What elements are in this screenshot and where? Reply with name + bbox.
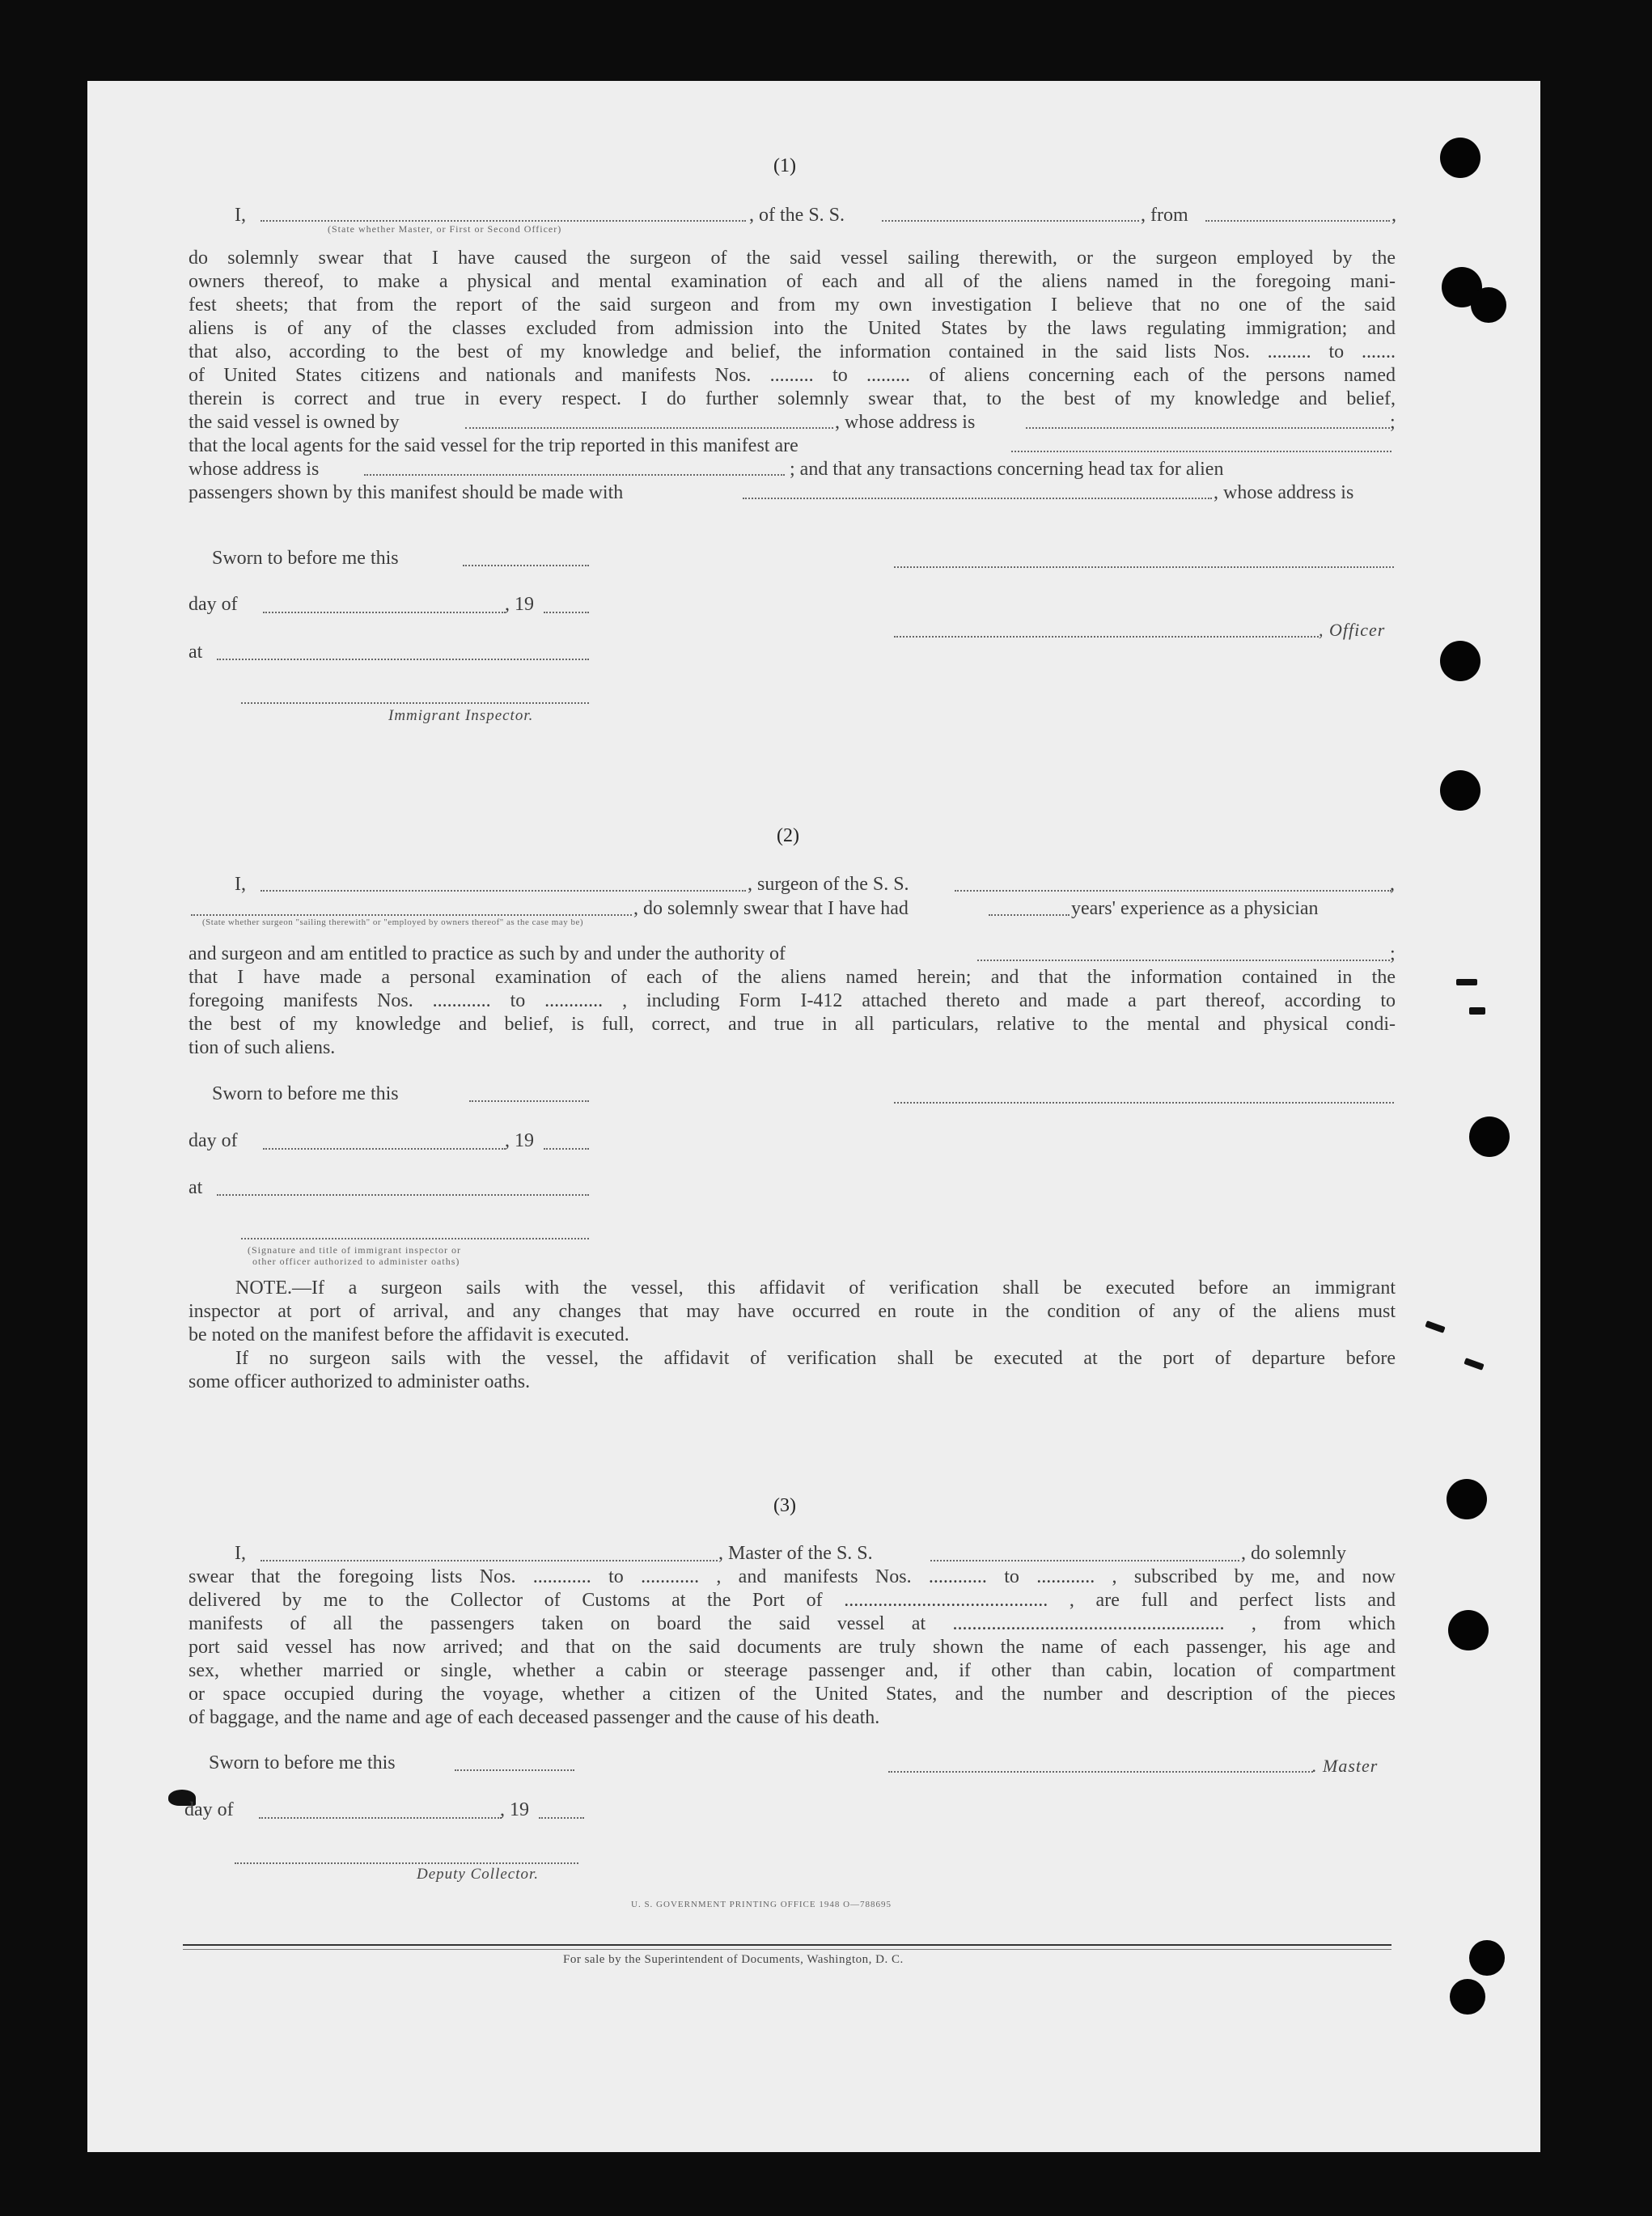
s3-year: , 19 [500, 1799, 529, 1820]
s3-body-line: sex, whether married or single, whether a cabin or steerage passenger and, if other than cabin, location of compartment [188, 1660, 1396, 1681]
s3-i: I, [235, 1543, 246, 1564]
s3-body [188, 1566, 1396, 1730]
s2-body-line: the best of my knowledge and belief, is full, correct, and true in all particulars, relative to the mental and physical condi- [188, 1014, 1396, 1035]
s1-at-field [217, 659, 589, 660]
s2-sig-note-1: (Signature and title of immigrant inspector or [248, 1244, 461, 1256]
s2-note-line: NOTE.—If a surgeon sails with the vessel, this affidavit of verification shall be executed before an immigrant [235, 1277, 1396, 1299]
section-2-number: (2) [777, 825, 799, 846]
s1-agents-address-field [364, 474, 785, 476]
s3-sworn: Sworn to before me this [209, 1752, 396, 1773]
s2-authority: and surgeon and am entitled to practice as such by and under the authority of [188, 943, 786, 964]
s3-master-label: . Master [1312, 1756, 1379, 1776]
s1-body-line: do solemnly swear that I have caused the surgeon of the said vessel sailing therewith, or the surgeon employed by the [188, 248, 1396, 269]
s2-body-line: foregoing manifests Nos. ............ to ............ , including Form I-412 attached thereto and made a part thereof, according to [188, 990, 1396, 1011]
s2-body-line: that I have made a personal examination of each of the aliens named herein; and that the information contained in the [188, 967, 1396, 988]
punch-hole [1440, 641, 1480, 681]
s2-year: , 19 [505, 1130, 534, 1151]
section-3-number: (3) [773, 1495, 796, 1516]
s1-head-tax-field [743, 498, 1212, 499]
s2-body-line: tion of such aliens. [188, 1037, 336, 1058]
s2-authority-field [977, 960, 1390, 961]
s2-note-line: inspector at port of arrival, and any changes that may have occurred en route in the condition of any of the aliens must [188, 1301, 1396, 1322]
punch-hole [1447, 1479, 1487, 1519]
scan-speck [1469, 1007, 1485, 1015]
s1-day-of: day of [188, 594, 238, 615]
s2-sworn-field [469, 1100, 589, 1102]
s1-end-comma: , [1391, 205, 1396, 226]
s2-surgeon-note: (State whether surgeon "sailing therewith" or "employed by owners thereof" as the case may be) [202, 917, 584, 927]
s3-body-line: of baggage, and the name and age of each deceased passenger and the cause of his death. [188, 1707, 880, 1728]
s1-body-line: owners thereof, to make a physical and mental examination of each and all of the aliens named in the foregoing mani- [188, 271, 1396, 292]
s1-semicolon: ; [1390, 412, 1396, 433]
s2-years: years' experience as a physician [1071, 898, 1319, 919]
s2-ship-field [955, 890, 1391, 892]
s3-year-field [539, 1817, 584, 1819]
punch-hole [1440, 138, 1480, 178]
s3-master-of-ss: , Master of the S. S. [718, 1543, 873, 1564]
s1-officer-sig-line-1 [894, 566, 1394, 568]
s2-capacity-field [191, 914, 632, 916]
s1-officer-label: , Officer [1319, 620, 1386, 640]
s1-from-field [1205, 220, 1390, 222]
s1-owner-field [465, 427, 833, 429]
punch-hole [1469, 1116, 1510, 1157]
s1-body-line: of United States citizens and nationals and manifests Nos. ......... to ......... of aliens concerning each of the persons named [188, 365, 1396, 386]
s1-body-line: therein is correct and true in every respect. I do further solemnly swear that, to the best of my knowledge and belief, [188, 388, 1396, 409]
s1-owned-by: the said vessel is owned by [188, 412, 400, 433]
s1-inspector-sig-line [241, 702, 589, 704]
s3-sworn-field [455, 1769, 574, 1771]
s1-whose-address: , whose address is [835, 412, 976, 433]
s2-day-field [263, 1148, 506, 1150]
gpo-imprint: U. S. GOVERNMENT PRINTING OFFICE 1948 O—788695 [631, 1900, 892, 1909]
s2-surgeon-of-ss: , surgeon of the S. S. [748, 874, 909, 895]
s2-note-line: be noted on the manifest before the affidavit is executed. [188, 1324, 629, 1345]
s2-sworn: Sworn to before me this [212, 1083, 399, 1104]
s1-i: I, [235, 205, 246, 226]
s1-year: , 19 [505, 594, 534, 615]
s1-whose-address2: whose address is [188, 459, 320, 480]
s2-at-field [217, 1194, 589, 1196]
s1-body-line: fest sheets; that from the report of the said surgeon and from my own investigation I believe that no one of the said [188, 294, 1396, 316]
section-1-number: (1) [773, 155, 796, 176]
s1-agents-field [1011, 451, 1391, 452]
s3-body-line: port said vessel has now arrived; and that on the said documents are truly shown the name of each passenger, his age and [188, 1637, 1396, 1658]
s3-body-line: delivered by me to the Collector of Customs at the Port of .......................................... , are full and perfect lists and [188, 1590, 1396, 1611]
s2-note [188, 1277, 1396, 1394]
sale-notice: For sale by the Superintendent of Documents, Washington, D. C. [563, 1953, 904, 1966]
footer-rule-thin [183, 1949, 1391, 1950]
s1-day-field [263, 612, 506, 613]
s3-deputy-label: Deputy Collector. [417, 1866, 540, 1883]
s3-master-sig-line [888, 1771, 1313, 1773]
s1-ship-field [882, 220, 1139, 222]
s3-body-line: or space occupied during the voyage, whether a citizen of the United States, and the number and description of the pieces [188, 1684, 1396, 1705]
s2-day-of: day of [188, 1130, 238, 1151]
punch-hole [1448, 1610, 1489, 1650]
punch-hole [1471, 287, 1506, 323]
s3-master-name-field [261, 1560, 718, 1561]
s1-officer-sig-line-2 [894, 636, 1319, 638]
s2-at: at [188, 1177, 203, 1198]
s1-agents: that the local agents for the said vessel for the trip reported in this manifest are [188, 435, 798, 456]
s3-day-field [259, 1817, 502, 1819]
s2-inspector-sig-line [241, 1238, 589, 1239]
s1-officer-field [261, 220, 746, 222]
s3-day-of: day of [184, 1799, 234, 1820]
s1-passengers: passengers shown by this manifest should be made with [188, 482, 624, 503]
s1-sworn-field [463, 565, 589, 566]
s2-note-line: some officer authorized to administer oaths. [188, 1371, 531, 1392]
s1-body-line: that also, according to the best of my knowledge and belief, the information contained in the said lists Nos. ......... to ....... [188, 341, 1396, 362]
s3-body-line: swear that the foregoing lists Nos. ............ to ............ , and manifests Nos. ............ to ............ , subscribed by me, and now [188, 1566, 1396, 1587]
s3-ship-field [930, 1560, 1239, 1561]
s2-body [188, 966, 1396, 1060]
punch-hole [1469, 1940, 1505, 1976]
s2-surgeon-sig-line [894, 1102, 1394, 1104]
s2-sig-note-2: other officer authorized to administer oaths) [252, 1256, 460, 1267]
punch-hole [1450, 1979, 1485, 2015]
footer-rule [183, 1944, 1391, 1946]
s2-comma: , [1390, 874, 1395, 895]
s1-owner-address-field [1026, 427, 1390, 429]
s3-deputy-sig-line [235, 1862, 578, 1864]
s3-swear: , do solemnly [1241, 1543, 1346, 1564]
s1-whose-address-is: , whose address is [1214, 482, 1354, 503]
s1-head-tax: ; and that any transactions concerning head tax for alien [790, 459, 1224, 480]
s2-note-line: If no surgeon sails with the vessel, the affidavit of verification shall be executed at the port of departure before [235, 1348, 1396, 1369]
s2-surgeon-name-field [261, 890, 746, 892]
scan-speck [1456, 979, 1477, 985]
s2-i: I, [235, 874, 246, 895]
s1-sworn: Sworn to before me this [212, 548, 399, 569]
s2-swear: , do solemnly swear that I have had [633, 898, 909, 919]
punch-hole [1440, 770, 1480, 811]
s1-of-ss: , of the S. S. [749, 205, 845, 226]
s1-body [188, 247, 1396, 411]
s2-semicolon: ; [1390, 943, 1396, 964]
s1-body-line: aliens is of any of the classes excluded from admission into the United States by the laws regulating immigration; and [188, 318, 1396, 339]
s1-year-field [544, 612, 589, 613]
s1-from: , from [1141, 205, 1188, 226]
s1-inspector-label: Immigrant Inspector. [388, 707, 534, 724]
s2-years-field [989, 914, 1070, 916]
s1-officer-note: (State whether Master, or First or Second Officer) [328, 223, 562, 235]
s3-body-line: manifests of all the passengers taken on board the said vessel at ........................................................ , from which [188, 1613, 1396, 1634]
s1-at: at [188, 642, 203, 663]
s2-year-field [544, 1148, 589, 1150]
